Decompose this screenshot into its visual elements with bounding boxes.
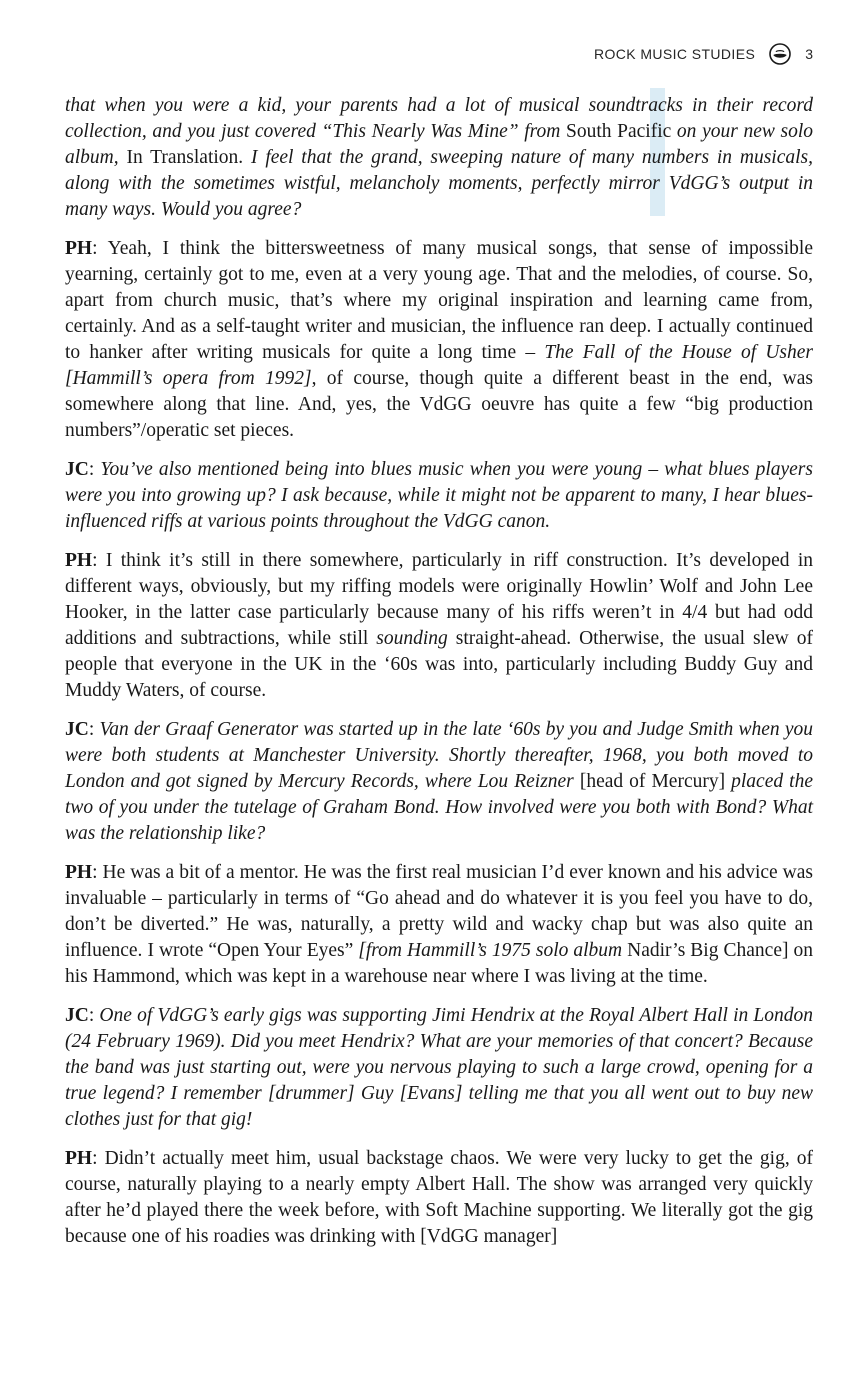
- speaker-colon: :: [92, 862, 103, 883]
- speaker-colon: :: [92, 550, 106, 571]
- text-segment: sounding: [376, 628, 448, 649]
- text-segment: South Pacific: [566, 121, 672, 142]
- text-segment: on your new solo album,: [65, 121, 813, 168]
- text-segment: Nadir’s Big Chance] on his Hammond, which was kept in a warehouse near where I was living at the time.: [65, 940, 813, 987]
- text-segment: that when you were a kid, your parents had a lot of musical soundtracks in their record collection, and you just covered “This Nearly Was Mine” from: [65, 95, 813, 142]
- text-segment: The Fall of the House of Usher [Hammill’s opera from 1992]: [65, 342, 813, 389]
- speaker-label: JC: [65, 1005, 89, 1026]
- text-segment: placed the two of you under the tutelage of Graham Bond. How involved were you both with Bond? What was the relationship like?: [65, 771, 813, 844]
- interview-paragraph: [65, 236, 813, 444]
- text-segment: Van der Graaf Generator was started up in the late ‘60s by you and Judge Smith when you were both students at Manchester University. Shortly thereafter, 1968, you both moved to London and got signed by Mercury Records, where Lou Reizner: [65, 719, 814, 792]
- text-segment: One of VdGG’s early gigs was supporting Jimi Hendrix at the Royal Albert Hall in London (24 February 1969). Did you meet Hendrix? What are your memories of that concert? Because the band was just starting out, were you nervous playing to such a large crowd, opening for a true legend? I remember [drummer] Guy [Evans] telling me that you all went out to buy new clothes just for that gig!: [65, 1005, 813, 1130]
- speaker-label: PH: [65, 1148, 93, 1169]
- speaker-label: PH: [65, 238, 93, 259]
- journal-title: ROCK MUSIC STUDIES: [593, 46, 756, 62]
- interview-paragraph: [65, 457, 813, 535]
- speaker-label: JC: [65, 719, 89, 740]
- text-segment: straight-ahead. Otherwise, the usual slew of people that everyone in the UK in the ‘60s was into, particularly including Buddy Guy and Muddy Waters, of course.: [65, 628, 813, 701]
- speaker-colon: :: [88, 459, 101, 480]
- speaker-colon: :: [92, 1148, 105, 1169]
- text-segment: I feel that the grand, sweeping nature of many numbers in musicals, along with the sometimes wistful, melancholy moments, perfectly mirror VdGG’s output in many ways. Would you agree?: [65, 147, 813, 220]
- text-segment: Didn’t actually meet him, usual backstage chaos. We were very lucky to get the gig, of course, naturally playing to a nearly empty Albert Hall. The show was arranged very quickly after he’d played there the week before, with Soft Machine supporting. We literally got the gig because one of his roadies was drinking with [VdGG manager]: [65, 1148, 813, 1247]
- interview-paragraph: [65, 860, 813, 990]
- text-segment: He was a bit of a mentor. He was the first real musician I’d ever known and his advice was invaluable – particularly in terms of “Go ahead and do whatever it is you feel you have to do, don’t be diverted.” He was, naturally, a pretty wild and wacky chap but was also quite an influence. I wrote “Open Your Eyes”: [65, 862, 814, 961]
- speaker-colon: :: [88, 1005, 100, 1026]
- text-segment: , of course, though quite a different beast in the end, was somewhere along that line. And, yes, the VdGG oeuvre has quite a few “big production numbers”/operatic set pieces.: [65, 368, 814, 441]
- text-segment: [from Hammill’s 1975 solo album: [358, 940, 628, 961]
- taylor-francis-circle-icon: [768, 42, 792, 66]
- article-body: [65, 93, 813, 1263]
- interview-paragraph: [65, 717, 813, 847]
- text-segment: [head of Mercury]: [579, 771, 726, 792]
- text-segment: Yeah, I think the bittersweetness of many musical songs, that sense of impossible yearning, certainly got to me, even at a very young age. That and the melodies, of course. So, apart from church music, that’s where my original inspiration and learning came from, certainly. And as a self-taught writer and musician, the influence ran deep. I actually continued to hanker after writing musicals for quite a long time –: [65, 238, 813, 363]
- text-segment: In Translation.: [126, 147, 244, 168]
- text-segment: I think it’s still in there somewhere, particularly in riff construction. It’s developed in different ways, obviously, but my riffing models were originally Howlin’ Wolf and John Lee Hooker, in the latter case particularly because many of his riffs weren’t in 4/4 but had odd additions and subtractions, while still: [65, 550, 813, 649]
- running-head: [594, 42, 813, 66]
- interview-paragraph: [65, 93, 813, 223]
- interview-paragraph: [65, 1003, 813, 1133]
- text-segment: You’ve also mentioned being into blues music when you were young – what blues players were you into growing up? I ask because, while it might not be apparent to many, I hear blues-influenced riffs at various points throughout the VdGG canon.: [65, 459, 813, 532]
- speaker-colon: :: [88, 719, 100, 740]
- interview-paragraph: [65, 1146, 813, 1250]
- speaker-colon: :: [92, 238, 108, 259]
- speaker-label: JC: [65, 459, 89, 480]
- speaker-label: PH: [65, 862, 93, 883]
- speaker-label: PH: [65, 550, 93, 571]
- page-number: 3: [805, 46, 813, 62]
- interview-paragraph: [65, 548, 813, 704]
